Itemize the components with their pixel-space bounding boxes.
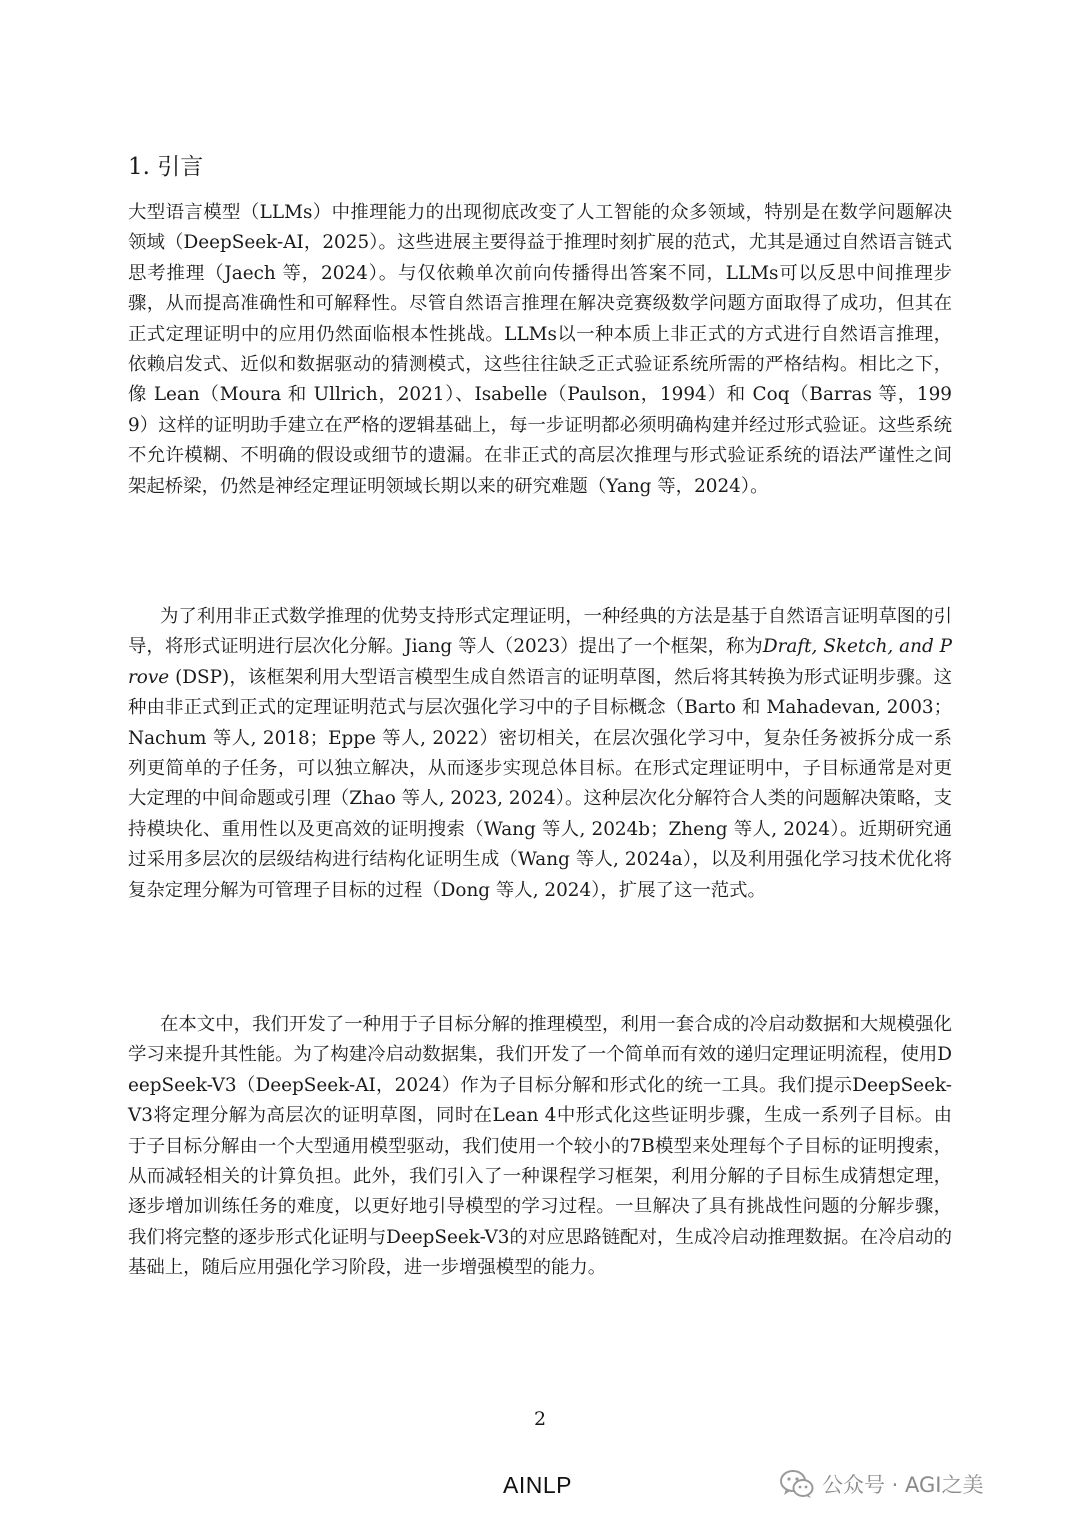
- footer-brand: AINLP: [503, 1472, 572, 1498]
- wechat-watermark: [780, 1466, 984, 1502]
- paragraph-2-part-b: (DSP)，该框架利用大型语言模型生成自然语言的证明草图，然后将其转换为形式证明步骤。这种由非正式到正式的定理证明范式与层次强化学习中的子目标概念（Barto 和 Mahadevan, 2003；Nachum 等人, 2018；Eppe 等人, 2022）密切相关，在层次强化学习中，复杂任务被拆分成一系列更简单的子任务，可以独立解决，从而逐步实现总体目标。在形式定理证明中，子目标通常是对更大定理的中间命题或引理（Zhao 等人, 2023, 2024）。这种层次化分解符合人类的问题解决策略，支持模块化、重用性以及更高效的证明搜索（Wang 等人, 2024b；Zheng 等人, 2024）。近期研究通过采用多层次的层级结构进行结构化证明生成（Wang 等人, 2024a），以及利用强化学习技术优化将复杂定理分解为可管理子目标的过程（Dong 等人, 2024），扩展了这一范式。: [128, 666, 952, 901]
- watermark-text: 公众号 · AGI之美: [822, 1473, 984, 1497]
- section-heading: 1. 引言: [128, 154, 204, 180]
- paragraph-2-italic-term: Draft, Sketch, and Prove: [128, 636, 952, 688]
- page-number: 2: [533, 1408, 547, 1430]
- paragraph-intro-3: 在本文中，我们开发了一种用于子目标分解的推理模型，利用一套合成的冷启动数据和大规模强化学习来提升其性能。为了构建冷启动数据集，我们开发了一个简单而有效的递归定理证明流程，使用DeepSeek-V3（DeepSeek-AI，2024）作为子目标分解和形式化的统一工具。我们提示DeepSeek-V3将定理分解为高层次的证明草图，同时在Lean 4中形式化这些证明步骤，生成一系列子目标。由于子目标分解由一个大型通用模型驱动，我们使用一个较小的7B模型来处理每个子目标的证明搜索，从而减轻相关的计算负担。此外，我们引入了一种课程学习框架，利用分解的子目标生成猜想定理，逐步增加训练任务的难度，以更好地引导模型的学习过程。一旦解决了具有挑战性问题的分解步骤，我们将完整的逐步形式化证明与DeepSeek-V3的对应思路链配对，生成冷启动推理数据。在冷启动的基础上，随后应用强化学习阶段，进一步增强模型的能力。: [128, 1014, 952, 1279]
- paragraph-intro-2: [128, 602, 952, 906]
- paragraph-2-part-a: 为了利用非正式数学推理的优势支持形式定理证明，一种经典的方法是基于自然语言证明草图的引导，将形式证明进行层次化分解。Jiang 等人（2023）提出了一个框架，称为: [128, 606, 952, 658]
- paragraph-intro-1: 大型语言模型（LLMs）中推理能力的出现彻底改变了人工智能的众多领域，特别是在数学问题解决领域（DeepSeek-AI，2025）。这些进展主要得益于推理时刻扩展的范式，尤其是通过自然语言链式思考推理（Jaech 等，2024）。与仅依赖单次前向传播得出答案不同，LLMs可以反思中间推理步骤，从而提高准确性和可解释性。尽管自然语言推理在解决竞赛级数学问题方面取得了成功，但其在正式定理证明中的应用仍然面临根本性挑战。LLMs以一种本质上非正式的方式进行自然语言推理，依赖启发式、近似和数据驱动的猜测模式，这些往往缺乏正式验证系统所需的严格结构。相比之下，像 Lean（Moura 和 Ullrich，2021）、Isabelle（Paulson，1994）和 Coq（Barras 等，1999）这样的证明助手建立在严格的逻辑基础上，每一步证明都必须明确构建并经过形式验证。这些系统不允许模糊、不明确的假设或细节的遗漏。在非正式的高层次推理与形式验证系统的语法严谨性之间架起桥梁，仍然是神经定理证明领域长期以来的研究难题（Yang 等，2024）。: [128, 202, 952, 497]
- wechat-icon: [780, 1469, 814, 1499]
